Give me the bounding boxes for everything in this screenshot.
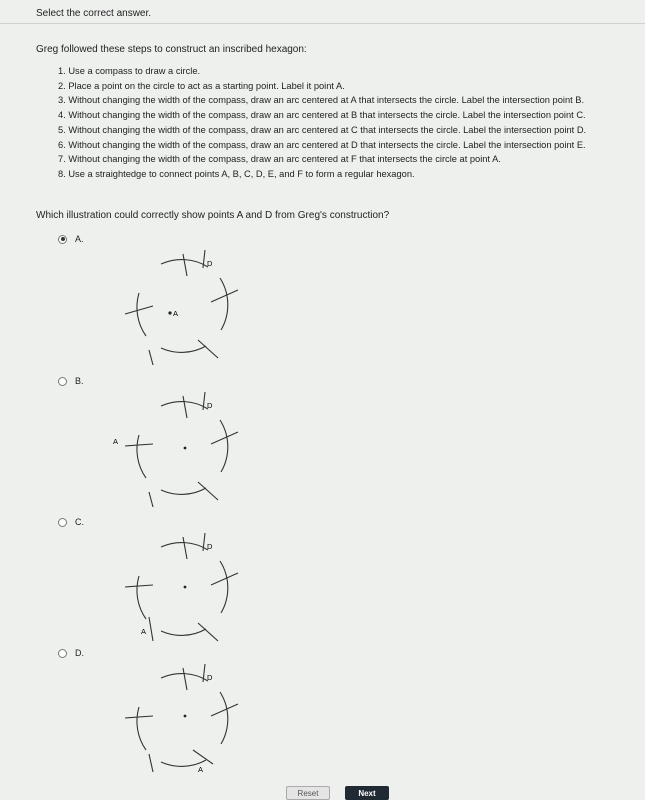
option-b-point-a: A — [113, 437, 119, 446]
next-button[interactable]: Next — [345, 786, 389, 800]
option-a[interactable] — [58, 234, 258, 364]
option-c[interactable] — [58, 517, 258, 647]
step-item: 2. Place a point on the circle to act as a starting point. Label it point A. — [58, 80, 345, 91]
step-item: 5. Without changing the width of the compass, draw an arc centered at C that intersects the circle. Label the intersection point D. — [58, 124, 587, 135]
header-divider — [0, 23, 645, 24]
step-item: 6. Without changing the width of the compass, draw an arc centered at D that intersects the circle. Label the intersection point E. — [58, 139, 586, 150]
option-a-figure — [113, 240, 243, 365]
step-item: 1. Use a compass to draw a circle. — [58, 66, 201, 76]
option-b-label: B. — [75, 376, 84, 386]
option-b-radio[interactable] — [58, 377, 67, 386]
option-a-point-a: A — [173, 309, 179, 318]
option-d-radio[interactable] — [58, 649, 67, 658]
option-d[interactable] — [58, 648, 258, 778]
option-d-label: D. — [75, 648, 84, 658]
option-a-radio[interactable] — [58, 235, 67, 244]
header-title: Select the correct answer. — [36, 8, 152, 19]
option-b-point-d: D — [207, 401, 213, 410]
option-b-figure — [113, 382, 243, 507]
option-b[interactable] — [58, 376, 258, 506]
step-item: 4. Without changing the width of the compass, draw an arc centered at B that intersects the circle. Label the intersection point C. — [58, 110, 586, 121]
option-c-radio-row[interactable] — [58, 517, 84, 527]
step-item: 7. Without changing the width of the compass, draw an arc centered at F that intersects the circle at point A. — [58, 154, 501, 165]
option-c-label: C. — [75, 517, 84, 527]
option-d-point-a: A — [198, 765, 204, 774]
option-d-point-d: D — [207, 673, 213, 682]
option-c-figure — [113, 523, 243, 648]
option-c-radio[interactable] — [58, 518, 67, 527]
option-d-radio-row[interactable] — [58, 648, 84, 658]
steps-list — [58, 64, 586, 182]
option-c-point-d: D — [207, 542, 213, 551]
step-item: 8. Use a straightedge to connect points A, B, C, D, E, and F to form a regular hexagon. — [58, 168, 415, 179]
reset-button[interactable]: Reset — [286, 786, 330, 800]
option-a-radio-row[interactable] — [58, 234, 84, 244]
option-d-figure — [113, 654, 243, 779]
option-a-point-d: D — [207, 259, 213, 268]
option-b-radio-row[interactable] — [58, 376, 84, 386]
question-intro: Greg followed these steps to construct an inscribed hexagon: — [36, 44, 307, 55]
option-a-label: A. — [75, 234, 84, 244]
step-item: 3. Without changing the width of the compass, draw an arc centered at A that intersects the circle. Label the intersection point B. — [58, 95, 585, 106]
option-c-point-a: A — [141, 627, 147, 636]
question-prompt: Which illustration could correctly show points A and D from Greg's construction? — [36, 210, 390, 221]
